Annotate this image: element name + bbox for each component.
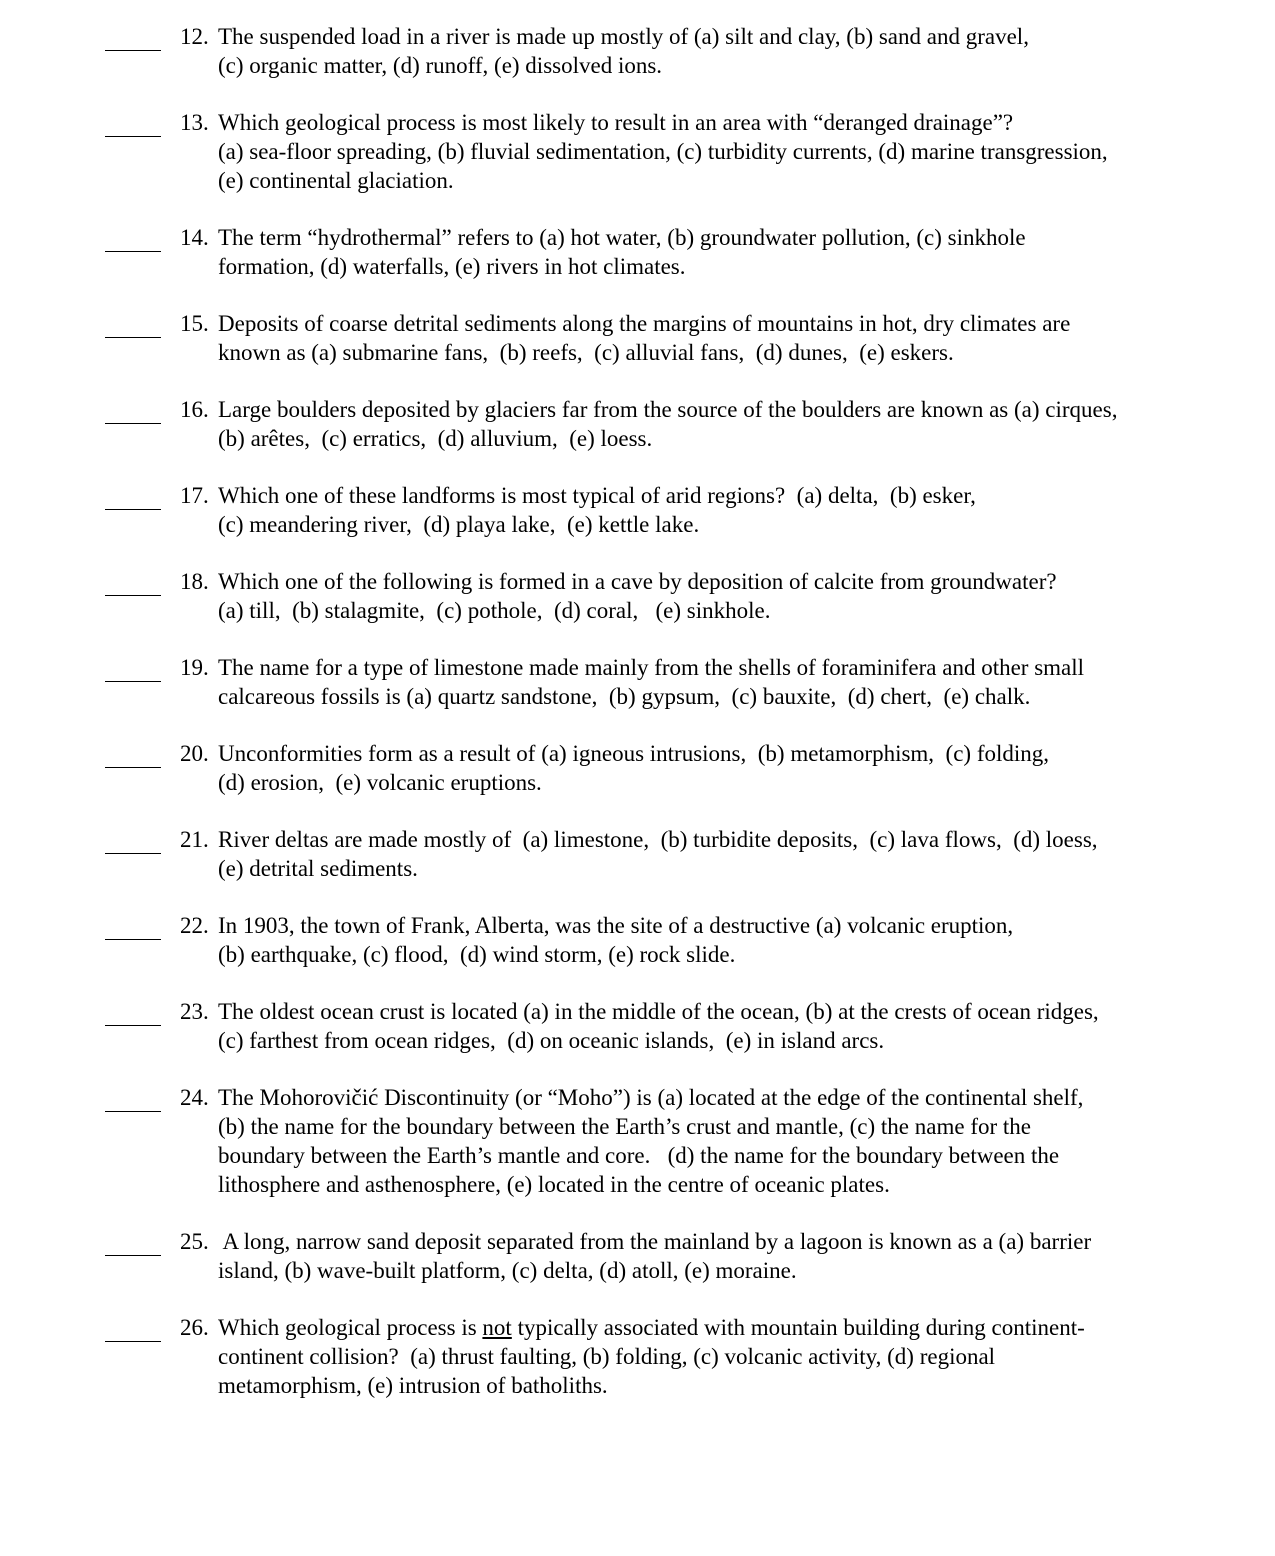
question-line: (e) detrital sediments. <box>218 856 418 881</box>
question-line: continent collision? (a) thrust faulting, (b) folding, (c) volcanic activity, (d) regional <box>218 1344 996 1369</box>
answer-blank[interactable] <box>105 1313 161 1342</box>
question-line: (b) earthquake, (c) flood, (d) wind storm, (e) rock slide. <box>218 942 736 967</box>
question-line: (b) the name for the boundary between the Earth’s crust and mantle, (c) the name for the <box>218 1114 1031 1139</box>
question-text <box>218 395 1173 453</box>
question-list <box>0 22 1275 1285</box>
underlined-word: not <box>482 1315 512 1340</box>
question-text <box>218 825 1173 883</box>
question-number: 22. <box>180 913 209 938</box>
question-line: calcareous fossils is (a) quartz sandstone, (b) gypsum, (c) bauxite, (d) chert, (e) chalk. <box>218 684 1031 709</box>
question-line: (c) meandering river, (d) playa lake, (e) kettle lake. <box>218 512 700 537</box>
question-item <box>0 739 1275 797</box>
question-number: 15. <box>180 311 209 336</box>
worksheet-page <box>0 22 1275 1428</box>
answer-blank[interactable] <box>105 653 161 682</box>
answer-blank[interactable] <box>105 1227 161 1256</box>
question-line: metamorphism, (e) intrusion of batholiths. <box>218 1373 608 1398</box>
question-line: The oldest ocean crust is located (a) in the middle of the ocean, (b) at the crests of ocean ridges, <box>218 999 1099 1024</box>
question-number: 24. <box>180 1085 209 1110</box>
question-item <box>0 481 1275 539</box>
question-line: (c) organic matter, (d) runoff, (e) dissolved ions. <box>218 53 663 78</box>
question-item <box>0 108 1275 195</box>
answer-blank[interactable] <box>105 22 161 51</box>
answer-blank[interactable] <box>105 997 161 1026</box>
question-line: (a) sea-floor spreading, (b) fluvial sedimentation, (c) turbidity currents, (d) marine transgression, <box>218 139 1108 164</box>
question-item <box>0 1227 1275 1285</box>
question-text <box>218 1083 1173 1199</box>
question-line: A long, narrow sand deposit separated from the mainland by a lagoon is known as a (a) barrier <box>218 1229 1092 1254</box>
answer-blank[interactable] <box>105 395 161 424</box>
question-number: 20. <box>180 741 209 766</box>
answer-blank[interactable] <box>105 1083 161 1112</box>
question-item <box>0 395 1275 453</box>
question-text <box>218 309 1173 367</box>
question-item <box>0 825 1275 883</box>
question-text <box>218 911 1173 969</box>
question-line: known as (a) submarine fans, (b) reefs, (c) alluvial fans, (d) dunes, (e) eskers. <box>218 340 954 365</box>
question-item <box>0 223 1275 281</box>
question-line: (c) farthest from ocean ridges, (d) on oceanic islands, (e) in island arcs. <box>218 1028 885 1053</box>
question-line: Large boulders deposited by glaciers far from the source of the boulders are known as (a) cirques, <box>218 397 1118 422</box>
question-line: The Mohorovičić Discontinuity (or “Moho”) is (a) located at the edge of the continental shelf, <box>218 1085 1084 1110</box>
question-line <box>218 1313 1173 1342</box>
question-text <box>218 1313 1173 1400</box>
question-item <box>0 22 1275 80</box>
question-number: 23. <box>180 999 209 1024</box>
question-line: The term “hydrothermal” refers to (a) hot water, (b) groundwater pollution, (c) sinkhole <box>218 225 1026 250</box>
answer-blank[interactable] <box>105 911 161 940</box>
question-text <box>218 997 1173 1055</box>
answer-blank[interactable] <box>105 739 161 768</box>
question-number: 26. <box>180 1315 209 1340</box>
question-text <box>218 481 1173 539</box>
answer-blank[interactable] <box>105 825 161 854</box>
question-number: 12. <box>180 24 209 49</box>
answer-blank[interactable] <box>105 567 161 596</box>
question-item <box>0 309 1275 367</box>
question-item <box>0 1083 1275 1199</box>
question-item <box>0 911 1275 969</box>
question-text <box>218 1227 1173 1285</box>
question-text-segment: Which geological process is <box>218 1315 483 1340</box>
question-line: In 1903, the town of Frank, Alberta, was the site of a destructive (a) volcanic eruption, <box>218 913 1014 938</box>
question-line: boundary between the Earth’s mantle and core. (d) the name for the boundary between the <box>218 1143 1060 1168</box>
question-number: 13. <box>180 110 209 135</box>
question-text <box>218 739 1173 797</box>
question-line: island, (b) wave-built platform, (c) delta, (d) atoll, (e) moraine. <box>218 1258 797 1283</box>
question-text <box>218 567 1173 625</box>
question-text-segment: typically associated with mountain building during continent- <box>511 1315 1085 1340</box>
answer-blank[interactable] <box>105 309 161 338</box>
question-item <box>0 567 1275 625</box>
answer-blank[interactable] <box>105 108 161 137</box>
question-text <box>218 223 1173 281</box>
question-item <box>0 997 1275 1055</box>
answer-blank[interactable] <box>105 223 161 252</box>
question-26 <box>0 1313 1275 1400</box>
question-line: (a) till, (b) stalagmite, (c) pothole, (d) coral, (e) sinkhole. <box>218 598 771 623</box>
question-line: Deposits of coarse detrital sediments along the margins of mountains in hot, dry climates are <box>218 311 1071 336</box>
question-line: Which geological process is most likely to result in an area with “deranged drainage”? <box>218 110 1014 135</box>
question-line: The name for a type of limestone made mainly from the shells of foraminifera and other small <box>218 655 1085 680</box>
question-line: Unconformities form as a result of (a) igneous intrusions, (b) metamorphism, (c) folding, <box>218 741 1050 766</box>
question-line: (b) arêtes, (c) erratics, (d) alluvium, (e) loess. <box>218 426 653 451</box>
question-line: (e) continental glaciation. <box>218 168 454 193</box>
question-text <box>218 22 1173 80</box>
question-number: 16. <box>180 397 209 422</box>
question-line: The suspended load in a river is made up mostly of (a) silt and clay, (b) sand and gravel, <box>218 24 1029 49</box>
question-line: formation, (d) waterfalls, (e) rivers in hot climates. <box>218 254 686 279</box>
question-line: Which one of these landforms is most typical of arid regions? (a) delta, (b) esker, <box>218 483 976 508</box>
question-number: 17. <box>180 483 209 508</box>
question-line: River deltas are made mostly of (a) limestone, (b) turbidite deposits, (c) lava flows, (d) loess, <box>218 827 1098 852</box>
question-text <box>218 108 1173 195</box>
question-item <box>0 653 1275 711</box>
question-number: 14. <box>180 225 209 250</box>
question-line: lithosphere and asthenosphere, (e) located in the centre of oceanic plates. <box>218 1172 890 1197</box>
question-line: Which one of the following is formed in a cave by deposition of calcite from groundwater? <box>218 569 1057 594</box>
question-text <box>218 653 1173 711</box>
question-number: 18. <box>180 569 209 594</box>
question-line: (d) erosion, (e) volcanic eruptions. <box>218 770 542 795</box>
answer-blank[interactable] <box>105 481 161 510</box>
question-number: 25. <box>180 1229 209 1254</box>
question-number: 19. <box>180 655 209 680</box>
question-number: 21. <box>180 827 209 852</box>
